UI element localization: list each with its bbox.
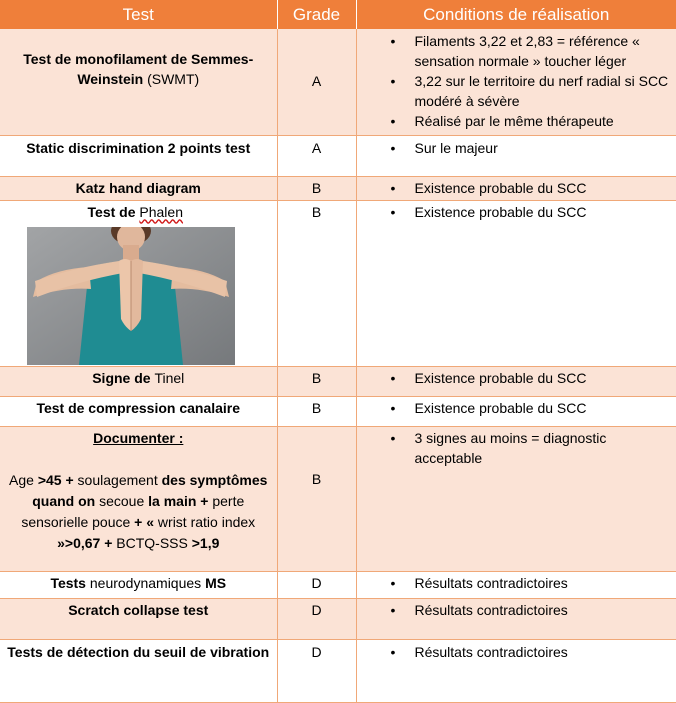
grade-cell: B [277, 396, 356, 426]
condition-item: • Filaments 3,22 et 2,83 = référence « sensation normale » toucher léger [357, 31, 676, 71]
table-header [0, 0, 676, 29]
table-row [0, 176, 676, 200]
phalen-illustration-icon [27, 227, 235, 365]
conditions-cell [356, 366, 676, 396]
table-row [0, 200, 676, 366]
table-row [0, 29, 676, 135]
test-cell: Static discrimination 2 points test [0, 135, 277, 176]
condition-item: • 3 signes au moins = diagnostic acceptable [357, 428, 676, 468]
test-cell: Tests de détection du seuil de vibration [0, 639, 277, 702]
conditions-cell [356, 639, 676, 702]
grade-cell: D [277, 639, 356, 702]
test-cell: Tests neurodynamiques MS [0, 571, 277, 598]
condition-item: • Existence probable du SCC [357, 398, 676, 418]
condition-item: • 3,22 sur le territoire du nerf radial si SCC modéré à sévère [357, 71, 676, 111]
test-cell: Scratch collapse test [0, 598, 277, 639]
phalen-photo [27, 227, 235, 365]
grade-cell: A [277, 135, 356, 176]
conditions-cell [356, 176, 676, 200]
conditions-cell [356, 396, 676, 426]
table-row [0, 135, 676, 176]
header-grade: Grade [277, 0, 356, 29]
condition-item: • Existence probable du SCC [357, 178, 676, 198]
grade-cell: A [277, 29, 356, 135]
conditions-cell [356, 135, 676, 176]
test-cell: Katz hand diagram [0, 176, 277, 200]
table-row [0, 426, 676, 571]
condition-item: • Résultats contradictoires [357, 600, 676, 620]
grade-cell: B [277, 176, 356, 200]
condition-item: • Sur le majeur [357, 138, 676, 158]
table-row [0, 598, 676, 639]
condition-item: • Résultats contradictoires [357, 642, 676, 662]
grade-cell: B [277, 200, 356, 366]
header-test: Test [0, 0, 277, 29]
conditions-cell [356, 200, 676, 366]
grade-cell: B [277, 366, 356, 396]
condition-item: • Existence probable du SCC [357, 202, 676, 222]
conditions-cell [356, 571, 676, 598]
condition-item: • Existence probable du SCC [357, 368, 676, 388]
conditions-cell [356, 598, 676, 639]
conditions-cell [356, 29, 676, 135]
table-row [0, 396, 676, 426]
grade-cell: D [277, 598, 356, 639]
condition-item: • Résultats contradictoires [357, 573, 676, 593]
test-cell: Test de monofilament de Semmes-Weinstein (SWMT) [0, 29, 277, 135]
conditions-cell [356, 426, 676, 571]
table-row [0, 639, 676, 702]
condition-item: • Réalisé par le même thérapeute [357, 111, 676, 131]
test-cell: Signe de Tinel [0, 366, 277, 396]
grade-cell: D [277, 571, 356, 598]
test-cell: Test de compression canalaire [0, 396, 277, 426]
table-row [0, 571, 676, 598]
grade-cell: B [277, 426, 356, 571]
table-row [0, 366, 676, 396]
test-cell: Test de Phalen [0, 200, 277, 366]
test-cell: Documenter : Age >45 + soulagement des symptômes quand on secoue la main + perte sensorielle pouce + « wrist ratio index »>0,67 + BCTQ-SSS >1,9 [0, 426, 277, 571]
header-conditions: Conditions de réalisation [356, 0, 676, 29]
